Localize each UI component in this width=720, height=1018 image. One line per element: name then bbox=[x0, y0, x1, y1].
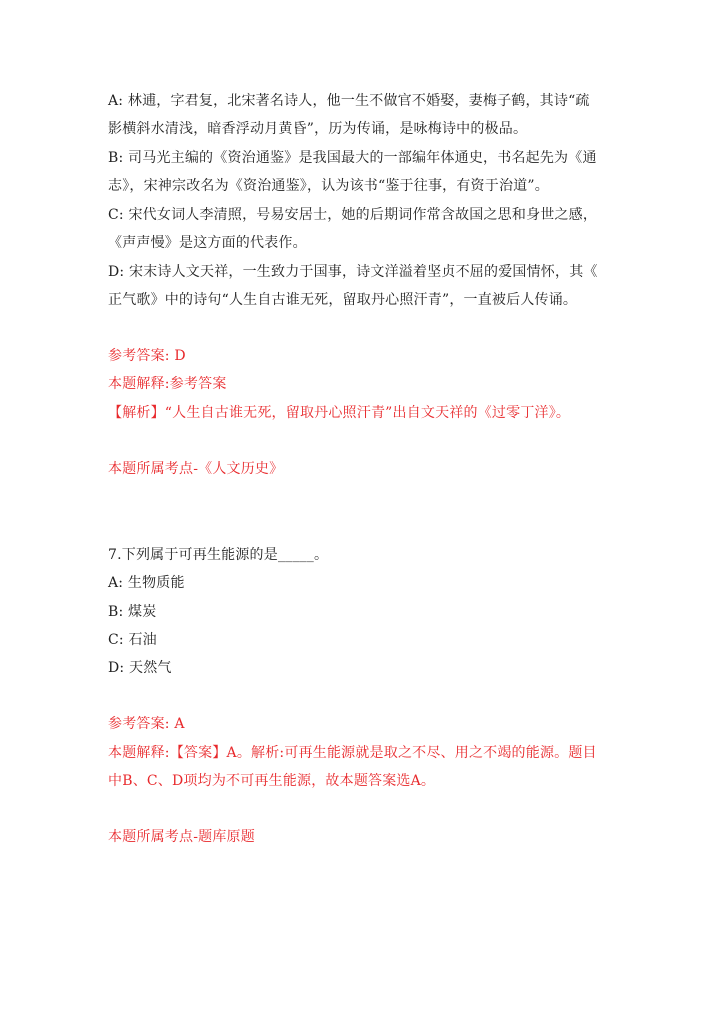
q7-option-d: D: 天然气 bbox=[108, 660, 172, 676]
q6-explanation-text: 【解析】“人生自古谁无死，留取丹心照汗青”出自文天祥的《过零丁洋》。 bbox=[108, 405, 571, 421]
q7-explanation-line-2: 中B、C、D项均为不可再生能源，故本题答案选A。 bbox=[108, 773, 436, 789]
q6-option-b-line-1: B: 司马光主编的《资治通鉴》是我国最大的一部编年体通史，书名起先为《通 bbox=[108, 150, 597, 166]
q7-option-a: A: 生物质能 bbox=[108, 575, 185, 591]
q6-answer: 参考答案: D bbox=[108, 348, 186, 364]
q6-option-d-line-2: 正气歌》中的诗句“人生自古谁无死，留取丹心照汗青”，一直被后人传诵。 bbox=[108, 292, 578, 308]
q6-option-c-line-2: 《声声慢》是这方面的代表作。 bbox=[108, 235, 307, 251]
q7-question: 7.下列属于可再生能源的是_____。 bbox=[108, 547, 329, 563]
q6-option-a-line-2: 影横斜水清浅，暗香浮动月黄昏”，历为传诵，是咏梅诗中的极品。 bbox=[108, 121, 528, 137]
q6-option-d-line-1: D: 宋末诗人文天祥，一生致力于国事，诗文洋溢着坚贞不屈的爱国情怀，其《 bbox=[108, 264, 598, 280]
q6-explanation-title: 本题解释:参考答案 bbox=[108, 376, 227, 392]
q6-option-c-line-1: C: 宋代女词人李清照，号易安居士，她的后期词作常含故国之思和身世之感， bbox=[108, 207, 598, 223]
q6-option-b-line-2: 志》，宋神宗改名为《资治通鉴》，认为该书“鉴于往事，有资于治道”。 bbox=[108, 178, 549, 194]
q7-topic: 本题所属考点-题库原题 bbox=[108, 829, 255, 845]
q7-option-b: B: 煤炭 bbox=[108, 604, 157, 620]
q7-answer: 参考答案: A bbox=[108, 716, 185, 732]
q7-explanation-line-1: 本题解释:【答案】A。解析:可再生能源就是取之不尽、用之不竭的能源。题目 bbox=[108, 745, 597, 761]
q6-topic: 本题所属考点-《人文历史》 bbox=[108, 461, 284, 477]
q7-option-c: C: 石油 bbox=[108, 632, 157, 648]
q6-option-a-line-1: A: 林逋，字君复，北宋著名诗人，他一生不做官不婚娶，妻梅子鹤，其诗“疏 bbox=[108, 93, 590, 109]
